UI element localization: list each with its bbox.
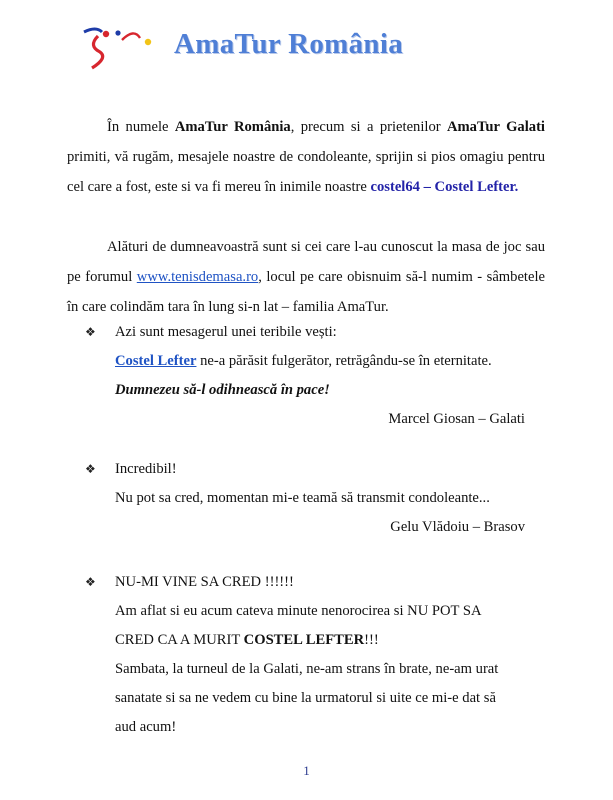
message-line: Am aflat si eu acum cateva minute nenorocirea si NU POT SA xyxy=(115,603,482,619)
intro-text-1: În numele xyxy=(107,119,175,135)
signature: Marcel Giosan – Galati xyxy=(388,411,525,427)
page-number: 1 xyxy=(303,763,310,778)
diamond-bullet-icon: ❖ xyxy=(85,325,96,339)
message-line: Dumnezeu să-l odihnească în pace! xyxy=(115,382,330,398)
document-header xyxy=(78,22,458,72)
message-entry-2 xyxy=(85,455,555,545)
message-line-text: CRED CA A MURIT xyxy=(115,632,244,648)
amatur-logo-icon xyxy=(78,22,158,72)
message-line xyxy=(115,347,555,376)
message-content xyxy=(115,568,555,742)
intro-text-2: , precum si a prietenilor xyxy=(290,119,447,135)
forum-link[interactable]: www.tenisdemasa.ro xyxy=(136,269,259,285)
message-line: Sambata, la turneul de la Galati, ne-am strans în brate, ne-am urat xyxy=(115,661,499,677)
message-line: Incredibil! xyxy=(115,461,177,477)
diamond-bullet-icon: ❖ xyxy=(85,462,96,476)
diamond-bullet-icon: ❖ xyxy=(85,575,96,589)
message-line-text: ne-a părăsit fulgerător, retrăgându-se în eternitate. xyxy=(196,353,492,369)
message-line: NU-MI VINE SA CRED !!!!!! xyxy=(115,574,294,590)
message-line: aud acum! xyxy=(115,719,177,735)
forum-text-2: , locul pe care obisnuim să-l numim - sâmbetele în care colindăm tara în lung si-n lat – familia AmaTur. xyxy=(67,269,545,315)
message-content xyxy=(115,318,555,434)
forum-paragraph xyxy=(67,232,545,322)
message-line: Nu pot sa cred, momentan mi-e teamă să transmit condoleante... xyxy=(115,490,490,506)
deceased-name: costel64 – Costel Lefter. xyxy=(370,179,519,195)
intro-text-3: primiti, vă rugăm, mesajele noastre de condoleante, sprijin si pios omagiu pentru cel care a fost, este si va fi mereu în inimile noastre xyxy=(67,149,545,195)
message-content xyxy=(115,455,555,542)
message-line: sanatate si sa ne vedem cu bine la urmatorul si uite ce mi-e dat să xyxy=(115,690,496,706)
message-entry-1 xyxy=(85,318,555,438)
costel-lefter-link[interactable]: Costel Lefter xyxy=(115,353,197,369)
message-line xyxy=(115,626,555,655)
message-line-text: !!! xyxy=(364,632,379,648)
org-name-romania: AmaTur România xyxy=(174,119,291,135)
org-name-galati: AmaTur Galati xyxy=(446,119,545,135)
message-line: Azi sunt mesagerul unei teribile vești: xyxy=(115,324,337,340)
message-entry-3 xyxy=(85,568,555,738)
signature: Gelu Vlădoiu – Brasov xyxy=(390,519,525,535)
intro-paragraph xyxy=(67,112,545,202)
brand-title: AmaTur România xyxy=(174,28,403,60)
forum-text-1: Alături de dumneavoastră sunt si cei care l-au cunoscut la masa de joc sau pe forumul xyxy=(67,239,545,285)
deceased-name-caps: COSTEL LEFTER xyxy=(243,632,365,648)
